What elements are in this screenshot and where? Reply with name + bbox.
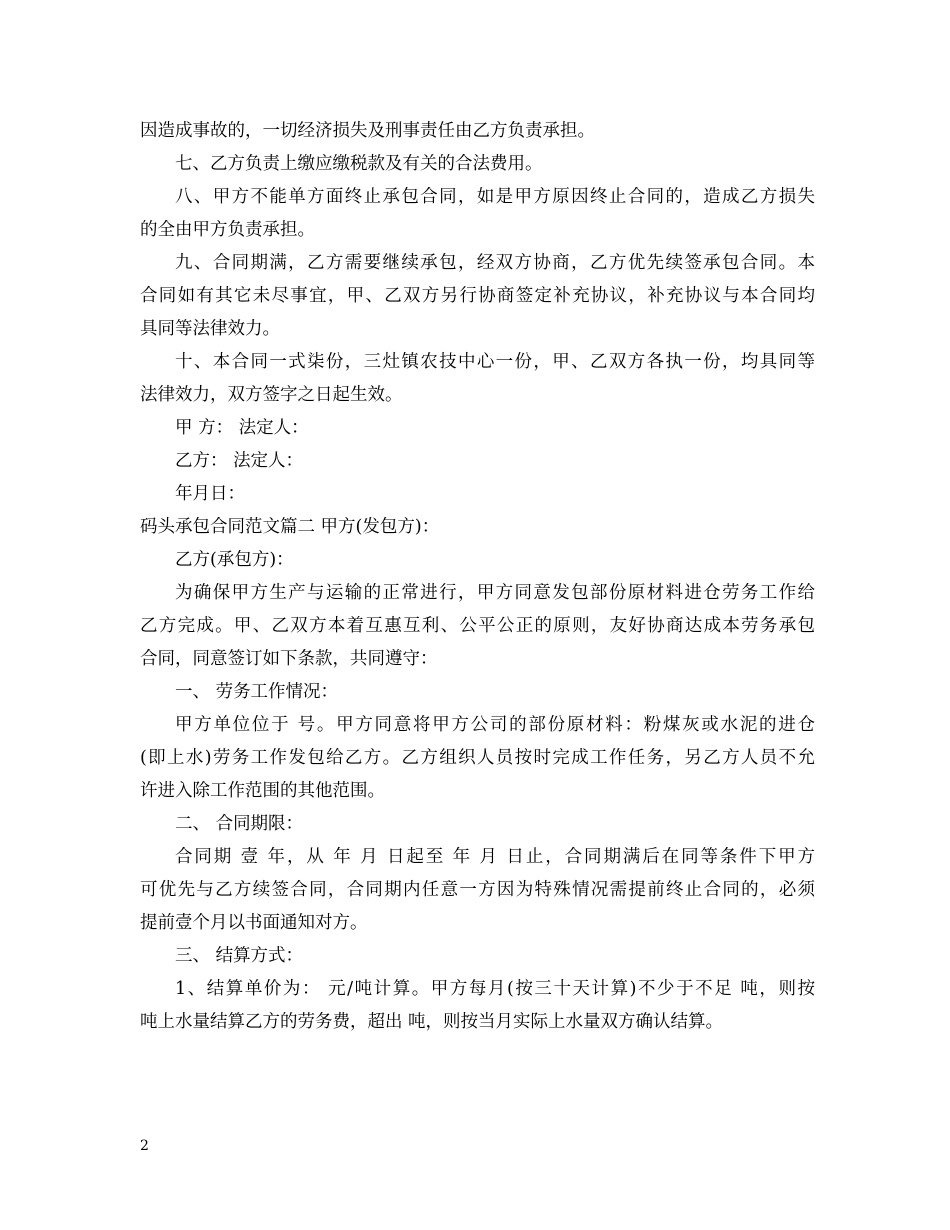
document-body <box>140 115 815 1039</box>
text-line: 一、 劳务工作情况： <box>175 682 339 702</box>
text-line: 码头承包合同范文篇二 甲方(发包方)： <box>140 517 440 537</box>
text-line: 甲方单位位于 号。甲方同意将甲方公司的部份原材料：粉煤灰或水泥的进仓 <box>175 715 815 735</box>
text-line: 许进入除工作范围的其他范围。 <box>140 781 385 801</box>
text-line: 乙方完成。甲、乙双方本着互惠互利、公平公正的原则，友好协商达成本劳务承包 <box>140 616 815 636</box>
text-line: 九、合同期满，乙方需要继续承包，经双方协商，乙方优先续签承包合同。本 <box>175 253 815 273</box>
text-line: 具同等法律效力。 <box>140 319 280 339</box>
text-line: 为确保甲方生产与运输的正常进行，甲方同意发包部份原材料进仓劳务工作给 <box>175 583 815 603</box>
text-line: 年月日： <box>175 484 245 504</box>
text-line: 的全由甲方负责承担。 <box>140 220 315 240</box>
text-line: 合同期 壹 年，从 年 月 日起至 年 月 日止，合同期满后在同等条件下甲方 <box>175 847 815 867</box>
text-line: 提前壹个月以书面通知对方。 <box>140 913 368 933</box>
text-line: 吨上水量结算乙方的劳务费，超出 吨，则按当月实际上水量双方确认结算。 <box>140 1012 724 1032</box>
page-number: 2 <box>140 1138 149 1154</box>
text-line: 二、 合同期限： <box>175 814 304 834</box>
text-line: 1、结算单价为： 元/吨计算。甲方每月(按三十天计算)不少于不足 吨，则按 <box>175 979 815 999</box>
text-line: 八、甲方不能单方面终止承包合同，如是甲方原因终止合同的，造成乙方损失 <box>175 187 815 207</box>
text-line: 乙方： 法定人： <box>175 451 304 471</box>
text-line: 因造成事故的，一切经济损失及刑事责任由乙方负责承担。 <box>140 121 595 141</box>
text-line: 可优先与乙方续签合同，合同期内任意一方因为特殊情况需提前终止合同的，必须 <box>140 880 815 900</box>
text-line: 合同，同意签订如下条款，共同遵守： <box>140 649 438 669</box>
text-line: (即上水)劳务工作发包给乙方。乙方组织人员按时完成工作任务，另乙方人员不允 <box>140 748 815 768</box>
text-line: 合同如有其它未尽事宜，甲、乙双方另行协商签定补充协议，补充协议与本合同均 <box>140 286 815 306</box>
text-line: 乙方(承包方)： <box>175 550 294 570</box>
text-line: 十、本合同一式柒份，三灶镇农技中心一份，甲、乙双方各执一份，均具同等 <box>175 352 815 372</box>
text-line: 法律效力，双方签字之日起生效。 <box>140 385 403 405</box>
text-line: 甲 方： 法定人： <box>175 418 309 438</box>
text-line: 七、乙方负责上缴应缴税款及有关的合法费用。 <box>175 154 543 174</box>
text-line: 三、 结算方式： <box>175 946 304 966</box>
